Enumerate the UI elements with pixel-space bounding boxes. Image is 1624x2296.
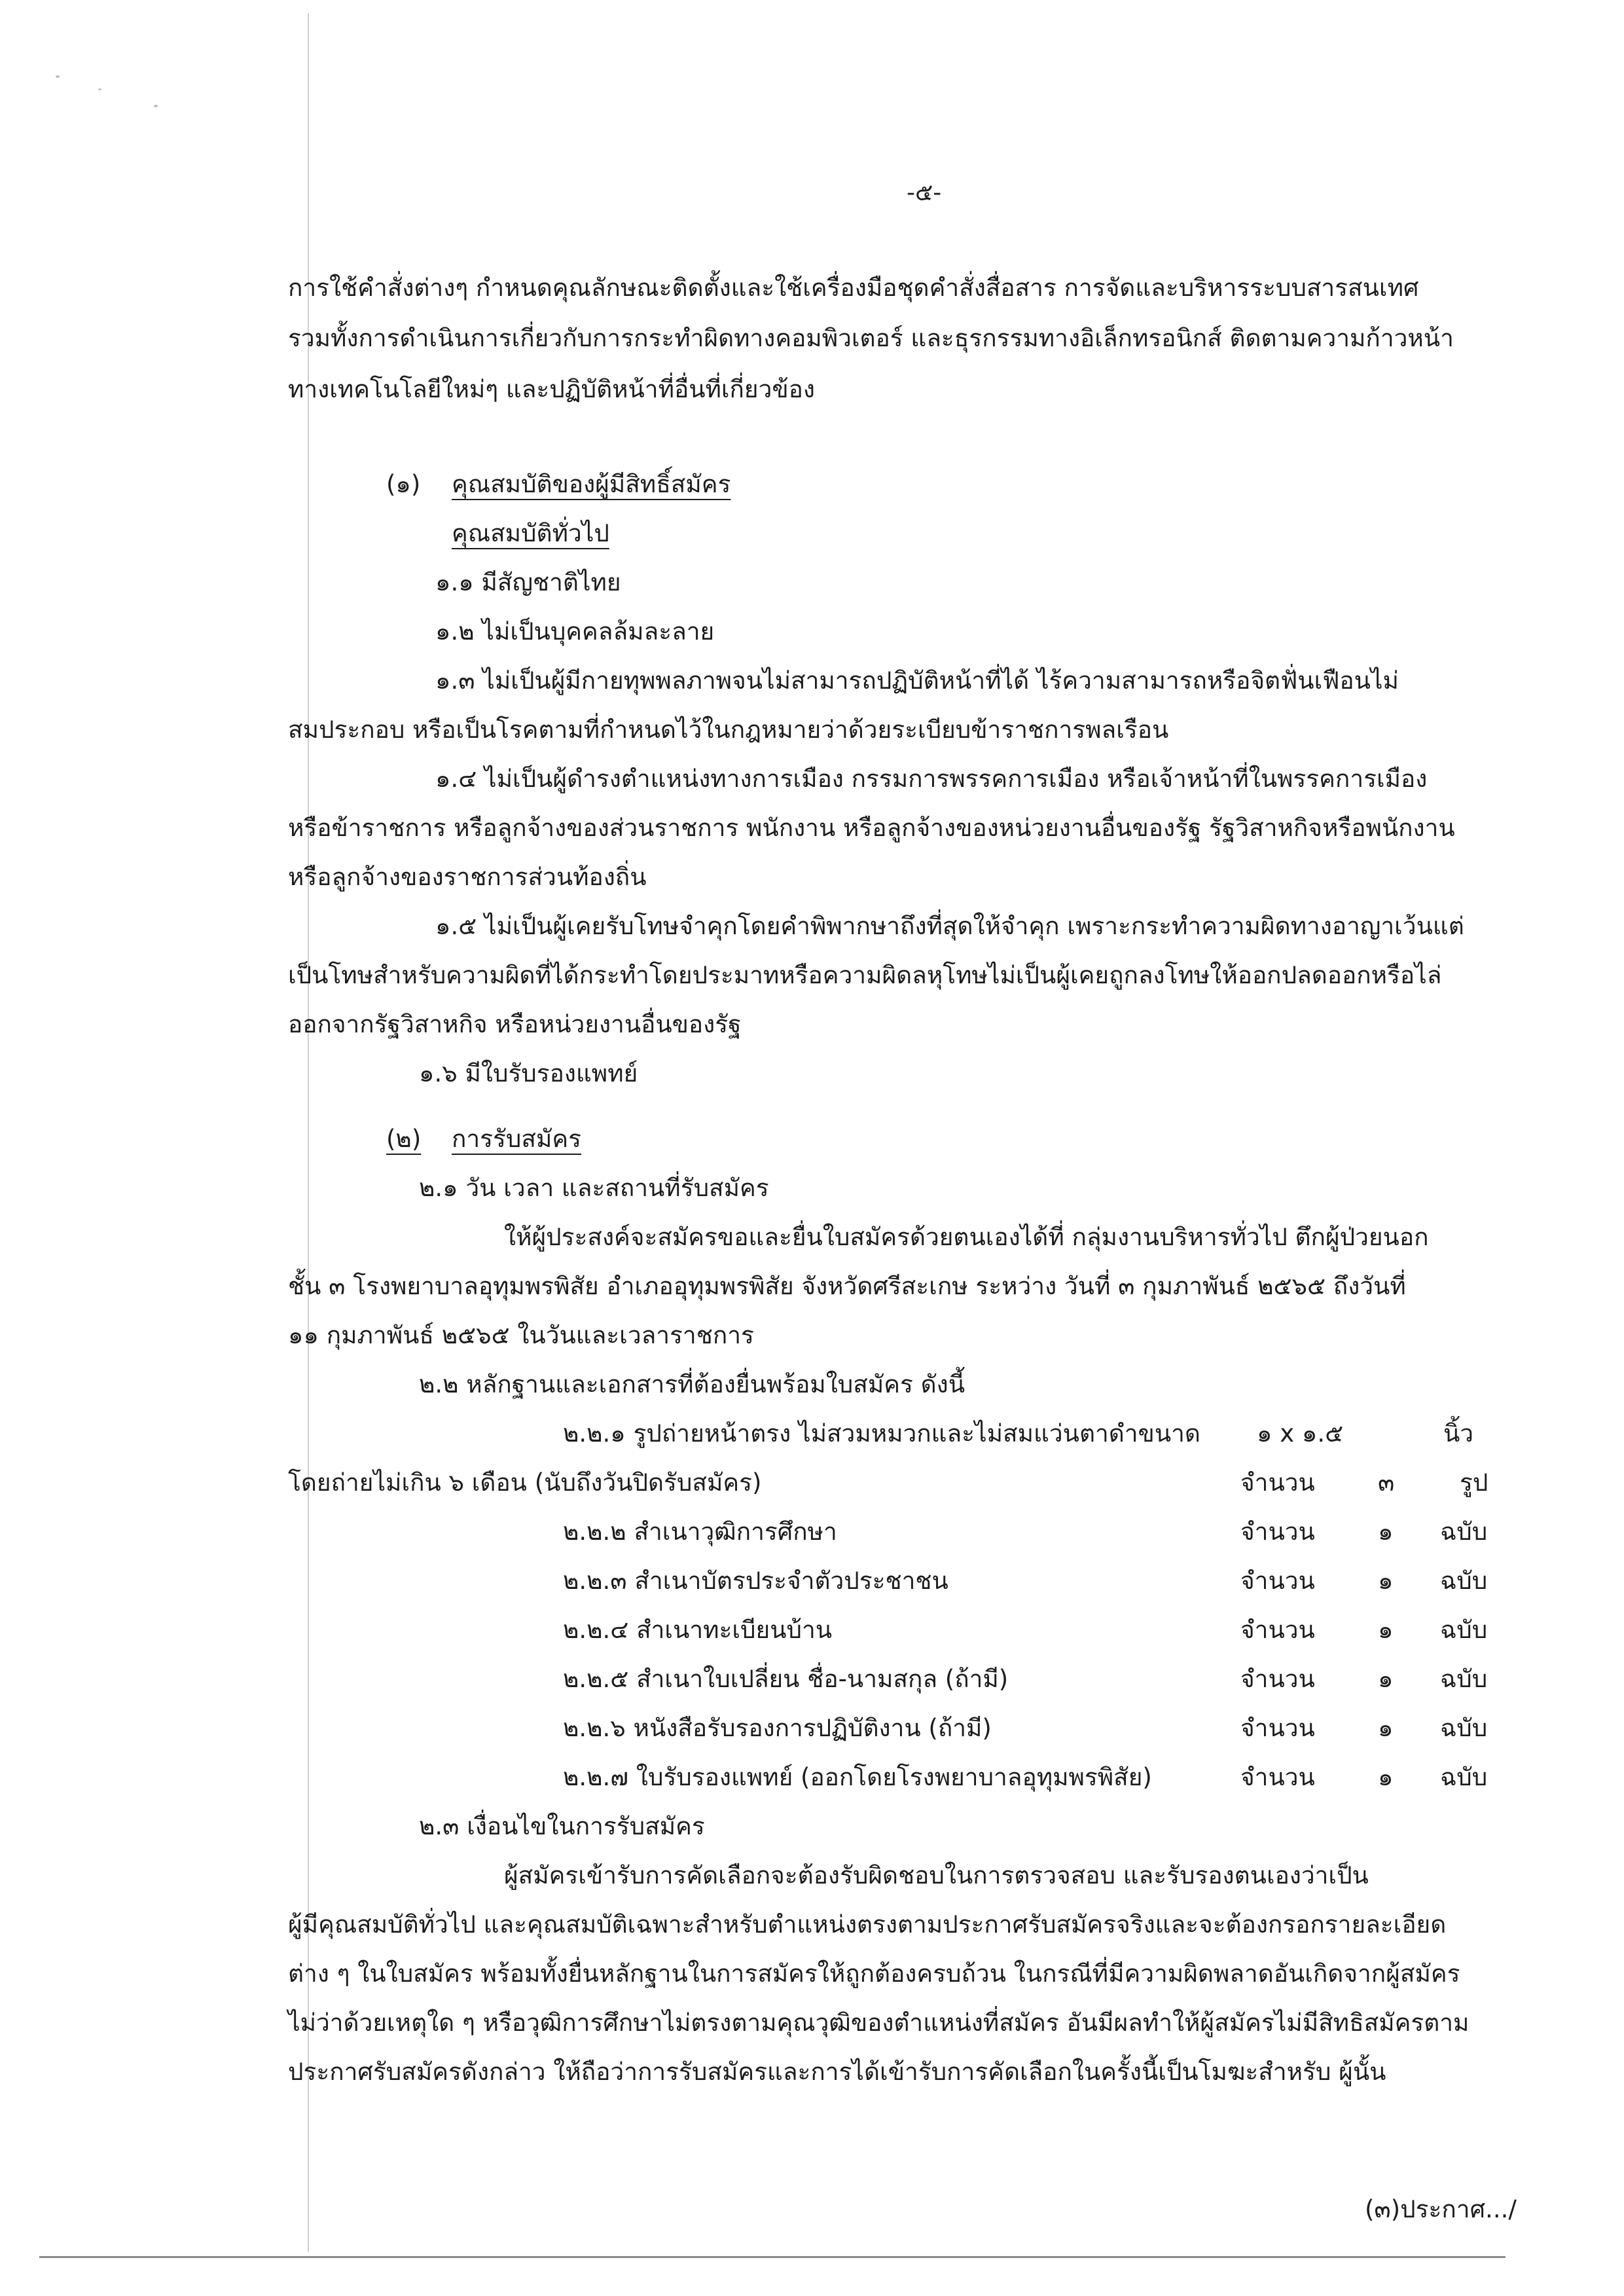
document-qty: ๑	[1378, 1763, 1394, 1791]
section2-number: (๒)	[386, 1125, 422, 1153]
document-item-label: ๒.๒.๒ สำเนาวุฒิการศึกษา	[563, 1518, 837, 1546]
document-unit: ฉบับ	[1440, 1763, 1488, 1791]
qualification-item: ๑.๒ ไม่เป็นบุคคลล้มละลาย	[435, 617, 715, 646]
intro-line: การใช้คำสั่งต่างๆ กำหนดคุณลักษณะติดตั้งและใช้เครื่องมือชุดคำสั่งสื่อสาร การจัดและบริหารระบบสารสนเทศ	[288, 274, 1419, 302]
bottom-rule	[39, 2256, 1506, 2258]
section1-number: (๑)	[386, 470, 421, 498]
scan-speck	[98, 88, 101, 90]
document-qty-label: จำนวน	[1240, 1468, 1315, 1497]
document-unit: รูป	[1460, 1468, 1489, 1497]
qualification-item-cont: หรือข้าราชการ หรือลูกจ้างของส่วนราชการ พนักงาน หรือลูกจ้างของหน่วยงานอื่นของรัฐ รัฐวิสาหกิจหรือพนักงาน	[288, 814, 1455, 842]
condition-paragraph-line: ประกาศรับสมัครดังกล่าว ให้ถือว่าการรับสมัครและการได้เข้ารับการคัดเลือกในครั้งนี้เป็นโมฆะสำหรับ ผู้นั้น	[288, 2058, 1386, 2086]
condition-paragraph-line: ผู้สมัครเข้ารับการคัดเลือกจะต้องรับผิดชอบในการตรวจสอบ และรับรองตนเองว่าเป็น	[504, 1861, 1369, 1889]
subsection-heading: ๒.๒ หลักฐานและเอกสารที่ต้องยื่นพร้อมใบสมัคร ดังนี้	[419, 1370, 965, 1398]
document-qty-label: จำนวน	[1240, 1714, 1315, 1742]
document-qty: ๑	[1378, 1665, 1394, 1693]
document-unit: ฉบับ	[1440, 1567, 1488, 1595]
document-qty-label: จำนวน	[1240, 1616, 1315, 1644]
document-qty-label: จำนวน	[1240, 1518, 1315, 1546]
qualification-item: ๑.๕ ไม่เป็นผู้เคยรับโทษจำคุกโดยคำพิพากษาถึงที่สุดให้จำคุก เพราะกระทำความผิดทางอาญาเว้นแต่	[435, 912, 1464, 940]
document-qty: ๑	[1378, 1616, 1394, 1644]
document-unit: ฉบับ	[1440, 1518, 1488, 1546]
document-qty: ๑	[1378, 1518, 1394, 1546]
document-qty-label: จำนวน	[1240, 1763, 1315, 1791]
intro-line: ทางเทคโนโลยีใหม่ๆ และปฏิบัติหน้าที่อื่นที่เกี่ยวข้อง	[288, 375, 815, 403]
qualification-item-cont: หรือลูกจ้างของราชการส่วนท้องถิ่น	[288, 863, 647, 891]
document-item-label: ๒.๒.๑ รูปถ่ายหน้าตรง ไม่สวมหมวกและไม่สมแว่นตาดำขนาด	[563, 1419, 1200, 1448]
section2-title: การรับสมัคร	[452, 1125, 582, 1153]
photo-size: ๑ x ๑.๕	[1257, 1419, 1344, 1448]
document-qty: ๑	[1378, 1714, 1394, 1742]
qualification-item-cont: สมประกอบ หรือเป็นโรคตามที่กำหนดไว้ในกฎหมายว่าด้วยระเบียบข้าราชการพลเรือน	[288, 716, 1169, 744]
document-item-cont: โดยถ่ายไม่เกิน ๖ เดือน (นับถึงวันปิดรับสมัคร)	[288, 1468, 762, 1497]
qualification-item: ๑.๔ ไม่เป็นผู้ดำรงตำแหน่งทางการเมือง กรรมการพรรคการเมือง หรือเจ้าหน้าที่ในพรรคการเมือง	[435, 765, 1428, 793]
condition-paragraph-line: ผู้มีคุณสมบัติทั่วไป และคุณสมบัติเฉพาะสำหรับตำแหน่งตรงตามประกาศรับสมัครจริงและจะต้องกรอกรายละเอียด	[288, 1910, 1447, 1939]
application-paragraph-line: ๑๑ กุมภาพันธ์ ๒๕๖๕ ในวันและเวลาราชการ	[288, 1321, 754, 1349]
qualification-item-cont: เป็นโทษสำหรับความผิดที่ได้กระทำโดยประมาทหรือความผิดลหุโทษไม่เป็นผู้เคยถูกลงโทษให้ออกปลดออกหรือไล่	[288, 961, 1442, 989]
photo-size-unit: นิ้ว	[1443, 1419, 1474, 1448]
document-qty: ๑	[1378, 1567, 1394, 1595]
page-number: -๕-	[907, 179, 942, 206]
application-paragraph-line: ชั้น ๓ โรงพยาบาลอุทุมพรพิสัย อำเภออุทุมพรพิสัย จังหวัดศรีสะเกษ ระหว่าง วันที่ ๓ กุมภาพันธ์ ๒๕๖๕ ถึงวันที่	[288, 1272, 1406, 1300]
document-item-label: ๒.๒.๔ สำเนาทะเบียนบ้าน	[563, 1616, 833, 1644]
subsection-heading: ๒.๑ วัน เวลา และสถานที่รับสมัคร	[419, 1174, 769, 1202]
document-item-label: ๒.๒.๖ หนังสือรับรองการปฏิบัติงาน (ถ้ามี)	[563, 1714, 992, 1742]
document-qty: ๓	[1378, 1468, 1395, 1497]
section1-subtitle: คุณสมบัติทั่วไป	[452, 519, 609, 547]
document-unit: ฉบับ	[1440, 1616, 1488, 1644]
qualification-item: ๑.๖ มีใบรับรองแพทย์	[419, 1059, 638, 1087]
document-item-label: ๒.๒.๕ สำเนาใบเปลี่ยน ชื่อ-นามสกุล (ถ้ามี)	[563, 1665, 1009, 1693]
document-qty-label: จำนวน	[1240, 1665, 1315, 1693]
document-unit: ฉบับ	[1440, 1665, 1488, 1693]
section1-title: คุณสมบัติของผู้มีสิทธิ์สมัคร	[452, 470, 731, 498]
application-paragraph-line: ให้ผู้ประสงค์จะสมัครขอและยื่นใบสมัครด้วยตนเองได้ที่ กลุ่มงานบริหารทั่วไป ตึกผู้ป่วยนอก	[504, 1223, 1429, 1251]
footer-continuation: (๓)ประกาศ.../	[1365, 2195, 1517, 2223]
scan-speck	[56, 75, 60, 78]
document-item-label: ๒.๒.๓ สำเนาบัตรประจำตัวประชาชน	[563, 1567, 948, 1595]
scan-speck	[154, 105, 158, 107]
subsection-heading: ๒.๓ เงื่อนไขในการรับสมัคร	[419, 1812, 705, 1840]
document-unit: ฉบับ	[1440, 1714, 1488, 1742]
document-qty-label: จำนวน	[1240, 1567, 1315, 1595]
qualification-item: ๑.๑ มีสัญชาติไทย	[435, 568, 621, 596]
condition-paragraph-line: ไม่ว่าด้วยเหตุใด ๆ หรือวุฒิการศึกษาไม่ตรงตามคุณวุฒิของตำแหน่งที่สมัคร อันมีผลทำให้ผู้สมัครไม่มีสิทธิสมัครตาม	[288, 2009, 1470, 2037]
intro-line: รวมทั้งการดำเนินการเกี่ยวกับการกระทำผิดทางคอมพิวเตอร์ และธุรกรรมทางอิเล็กทรอนิกส์ ติดตามความก้าวหน้า	[288, 324, 1454, 352]
document-item-label: ๒.๒.๗ ใบรับรองแพทย์ (ออกโดยโรงพยาบาลอุทุมพรพิสัย)	[563, 1763, 1152, 1791]
condition-paragraph-line: ต่าง ๆ ในใบสมัคร พร้อมทั้งยื่นหลักฐานในการสมัครให้ถูกต้องครบถ้วน ในกรณีที่มีความผิดพลาดอันเกิดจากผู้สมัคร	[288, 1959, 1460, 1988]
qualification-item-cont: ออกจากรัฐวิสาหกิจ หรือหน่วยงานอื่นของรัฐ	[288, 1010, 742, 1038]
qualification-item: ๑.๓ ไม่เป็นผู้มีกายทุพพลภาพจนไม่สามารถปฏิบัติหน้าที่ได้ ไร้ความสามารถหรือจิตฟั่นเฟือนไม่	[435, 666, 1399, 695]
